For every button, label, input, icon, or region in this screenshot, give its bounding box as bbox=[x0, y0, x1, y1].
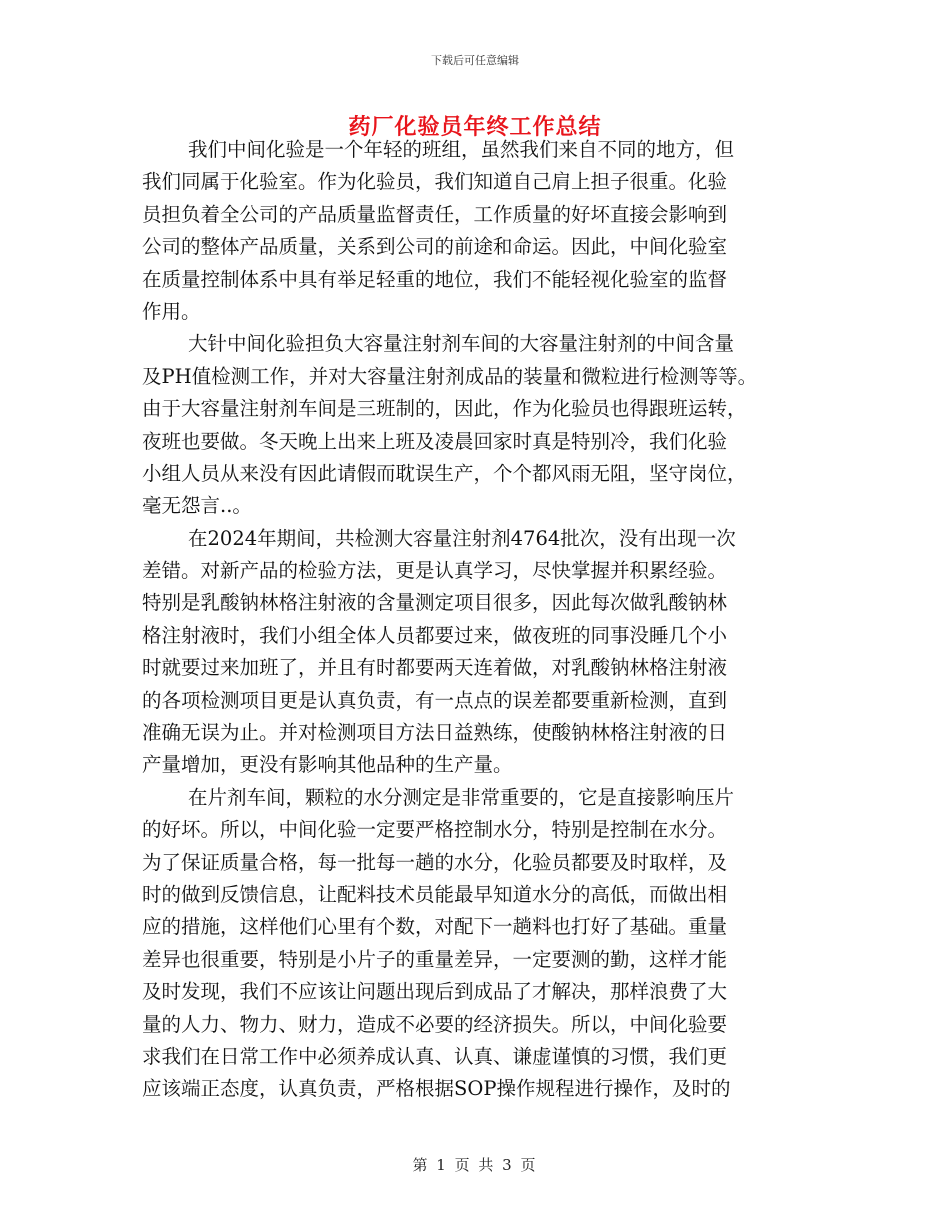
paragraph-1-line: 作用。 bbox=[142, 299, 201, 323]
paragraph-3-line: 在2024年期间，共检测大容量注射剂4764批次，没有出现一次 bbox=[188, 526, 736, 550]
paragraph-3-line: 特别是乳酸钠林格注射液的含量测定项目很多，因此每次做乳酸钠林 bbox=[142, 591, 728, 615]
paragraph-3-line: 准确无误为止。并对检测项目方法日益熟练，使酸钠林格注射液的日 bbox=[142, 721, 728, 745]
paragraph-2-line: 及PH值检测工作，并对大容量注射剂成品的装量和微粒进行检测等等。 bbox=[142, 364, 758, 388]
paragraph-2-line: 由于大容量注射剂车间是三班制的，因此，作为化验员也得跟班运转， bbox=[142, 397, 747, 421]
paragraph-4-line: 时的做到反馈信息，让配料技术员能最早知道水分的高低，而做出相 bbox=[142, 882, 728, 906]
paragraph-3-line: 差错。对新产品的检验方法，更是认真学习，尽快掌握并积累经验。 bbox=[142, 559, 728, 583]
paragraph-4-line: 差异也很重要，特别是小片子的重量差异，一定要测的勤，这样才能 bbox=[142, 947, 728, 971]
paragraph-1-line: 公司的整体产品质量，关系到公司的前途和命运。因此，中间化验室 bbox=[142, 235, 728, 259]
paragraph-2-line: 小组人员从来没有因此请假而耽误生产，个个都风雨无阻，坚守岗位， bbox=[142, 461, 747, 485]
page-number: 第 1 页 共 3 页 bbox=[412, 1156, 538, 1174]
paragraph-4-line: 及时发现，我们不应该让问题出现后到成品了才解决，那样浪费了大 bbox=[142, 980, 728, 1004]
document-body bbox=[142, 134, 810, 1106]
paragraph-4-line: 在片剂车间，颗粒的水分测定是非常重要的，它是直接影响压片 bbox=[188, 785, 735, 809]
paragraph-4-line: 量的人力、物力、财力，造成不必要的经济损失。所以，中间化验要 bbox=[142, 1012, 728, 1036]
paragraph-2-line: 大针中间化验担负大容量注射剂车间的大容量注射剂的中间含量 bbox=[188, 332, 735, 356]
document-title: 药厂化验员年终工作总结 bbox=[348, 114, 602, 140]
paragraph-1-line: 员担负着全公司的产品质量监督责任，工作质量的好坏直接会影响到 bbox=[142, 202, 728, 226]
paragraph-2-line: 夜班也要做。冬天晚上出来上班及凌晨回家时真是特别冷，我们化验 bbox=[142, 429, 728, 453]
paragraph-3-line: 时就要过来加班了，并且有时都要两天连着做，对乳酸钠林格注射液 bbox=[142, 656, 728, 680]
paragraph-1-line: 我们同属于化验室。作为化验员，我们知道自己肩上担子很重。化验 bbox=[142, 170, 728, 194]
paragraph-3-line: 的各项检测项目更是认真负责，有一点点的误差都要重新检测，直到 bbox=[142, 688, 728, 712]
paragraph-3-line: 格注射液时，我们小组全体人员都要过来，做夜班的同事没睡几个小 bbox=[142, 623, 728, 647]
paragraph-4-line: 应的措施，这样他们心里有个数，对配下一趟料也打好了基础。重量 bbox=[142, 915, 728, 939]
paragraph-1-line: 在质量控制体系中具有举足轻重的地位，我们不能轻视化验室的监督 bbox=[142, 267, 728, 291]
paragraph-1-line: 我们中间化验是一个年轻的班组，虽然我们来自不同的地方，但 bbox=[188, 138, 735, 161]
paragraph-4-line: 求我们在日常工作中必须养成认真、认真、谦虚谨慎的习惯，我们更 bbox=[142, 1044, 728, 1068]
paragraph-2-line: 毫无怨言..。 bbox=[142, 494, 252, 518]
paragraph-4-line: 的好坏。所以，中间化验一定要严格控制水分，特别是控制在水分。 bbox=[142, 818, 728, 842]
paragraph-3-line: 产量增加，更没有影响其他品种的生产量。 bbox=[142, 753, 513, 777]
paragraph-4-line: 为了保证质量合格，每一批每一趟的水分，化验员都要及时取样，及 bbox=[142, 850, 728, 874]
page-header-note: 下载后可任意编辑 bbox=[431, 54, 519, 67]
paragraph-4-line: 应该端正态度，认真负责，严格根据SOP操作规程进行操作，及时的 bbox=[142, 1077, 731, 1101]
